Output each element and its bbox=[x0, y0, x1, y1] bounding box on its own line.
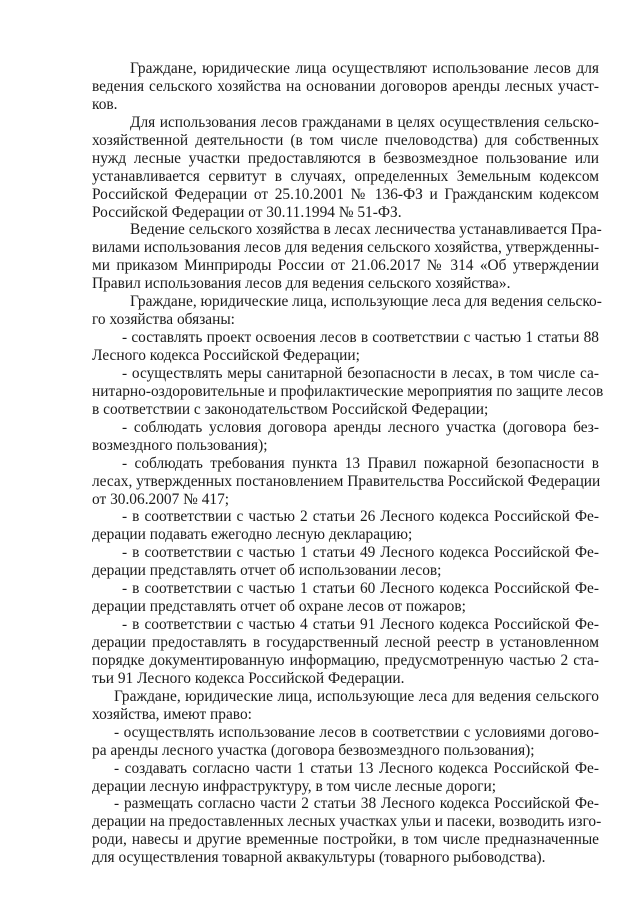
document-line: лесах, утвержденных постановлением Правительства Российской Федерации bbox=[92, 472, 601, 490]
document-line: - соблюдать требования пункта 13 Правил пожарной безопасности в bbox=[122, 454, 599, 472]
document-line: - создавать согласно части 1 статьи 13 Лесного кодекса Российской Фе- bbox=[114, 759, 599, 777]
document-line: дерации представлять отчет об охране лесов от пожаров; bbox=[92, 598, 466, 616]
document-line: тьи 91 Лесного кодекса Российской Федерации. bbox=[92, 669, 405, 687]
document-line: дерации подавать ежегодно лесную декларацию; bbox=[92, 526, 413, 544]
document-line: Правил использования лесов для ведения сельского хозяйства». bbox=[92, 275, 511, 293]
document-line: - размещать согласно части 2 статьи 38 Лесного кодекса Российской Фе- bbox=[114, 795, 599, 813]
document-line: Граждане, юридические лица, использующие леса для ведения сельского bbox=[114, 687, 599, 705]
document-line: ра аренды лесного участка (договора безвозмездного пользования); bbox=[92, 741, 535, 759]
document-line: - в соответствии с частью 4 статьи 91 Лесного кодекса Российской Фе- bbox=[122, 616, 599, 634]
document-line: возмездного пользования); bbox=[92, 436, 268, 454]
document-line: - составлять проект освоения лесов в соответствии с частью 1 статьи 88 bbox=[122, 329, 599, 347]
document-line: - осуществлять меры санитарной безопасности в лесах, в том числе са- bbox=[122, 364, 599, 382]
document-line: в соответствии с законодательством Российской Федерации; bbox=[92, 400, 489, 418]
document-line: Лесного кодекса Российской Федерации; bbox=[92, 347, 360, 364]
document-line: ков. bbox=[92, 95, 118, 113]
document-line: Для использования лесов гражданами в целях осуществления сельско- bbox=[130, 113, 599, 131]
document-line: роди, навесы и другие временные постройки, в том числе предназначенные bbox=[92, 831, 599, 849]
document-line: Граждане, юридические лица осуществляют использование лесов для bbox=[130, 60, 599, 77]
document-line: Российской Федерации от 25.10.2001 № 136-ФЗ и Гражданским кодексом bbox=[92, 185, 599, 203]
document-line: Российской Федерации от 30.11.1994 № 51-ФЗ. bbox=[92, 203, 402, 221]
document-line: - соблюдать условия договора аренды лесного участка (договора без- bbox=[122, 418, 599, 436]
document-line: хозяйства, имеют право: bbox=[92, 705, 252, 723]
document-line: го хозяйства обязаны: bbox=[92, 311, 235, 329]
document-line: дерации представлять отчет об использовании лесов; bbox=[92, 562, 442, 580]
document-line: ми приказом Минприроды России от 21.06.2017 № 314 «Об утверждении bbox=[92, 257, 599, 275]
document-line: дерации на предоставленных лесных участках ульи и пасеки, возводить изго- bbox=[92, 813, 602, 831]
document-line: для осуществления товарной аквакультуры (товарного рыбоводства). bbox=[92, 849, 546, 867]
document-line: Граждане, юридические лица, использующие леса для ведения сельско- bbox=[130, 293, 602, 311]
document-line: от 30.06.2007 № 417; bbox=[92, 490, 230, 508]
document-line: дерации лесную инфраструктуру, в том числе лесные дороги; bbox=[92, 777, 497, 795]
document-line: нужд лесные участки предоставляются в безвозмездное пользование или bbox=[92, 149, 599, 167]
document-line: Ведение сельского хозяйства в лесах лесничества устанавливается Пра- bbox=[130, 221, 602, 239]
document-line: порядке документированную информацию, предусмотренную частью 2 ста- bbox=[92, 651, 599, 669]
document-line: вилами использования лесов для ведения сельского хозяйства, утвержденны- bbox=[92, 239, 600, 257]
document-line: устанавливается сервитут в случаях, определенных Земельным кодексом bbox=[92, 167, 599, 185]
document-line: - осуществлять использование лесов в соответствии с условиями догово- bbox=[114, 723, 599, 741]
document-page bbox=[92, 60, 604, 867]
document-line: - в соответствии с частью 2 статьи 26 Лесного кодекса Российской Фе- bbox=[122, 508, 599, 526]
document-line: - в соответствии с частью 1 статьи 49 Лесного кодекса Российской Фе- bbox=[122, 544, 599, 562]
document-line: дерации предоставлять в государственный лесной реестр в установленном bbox=[92, 634, 599, 651]
document-line: хозяйственной деятельности (в том числе пчеловодства) для собственных bbox=[92, 131, 599, 149]
document-line: ведения сельского хозяйства на основании договоров аренды лесных участ- bbox=[92, 77, 599, 95]
document-line: нитарно-оздоровительные и профилактические мероприятия по защите лесов bbox=[92, 382, 604, 400]
document-line: - в соответствии с частью 1 статьи 60 Лесного кодекса Российской Фе- bbox=[122, 580, 599, 598]
